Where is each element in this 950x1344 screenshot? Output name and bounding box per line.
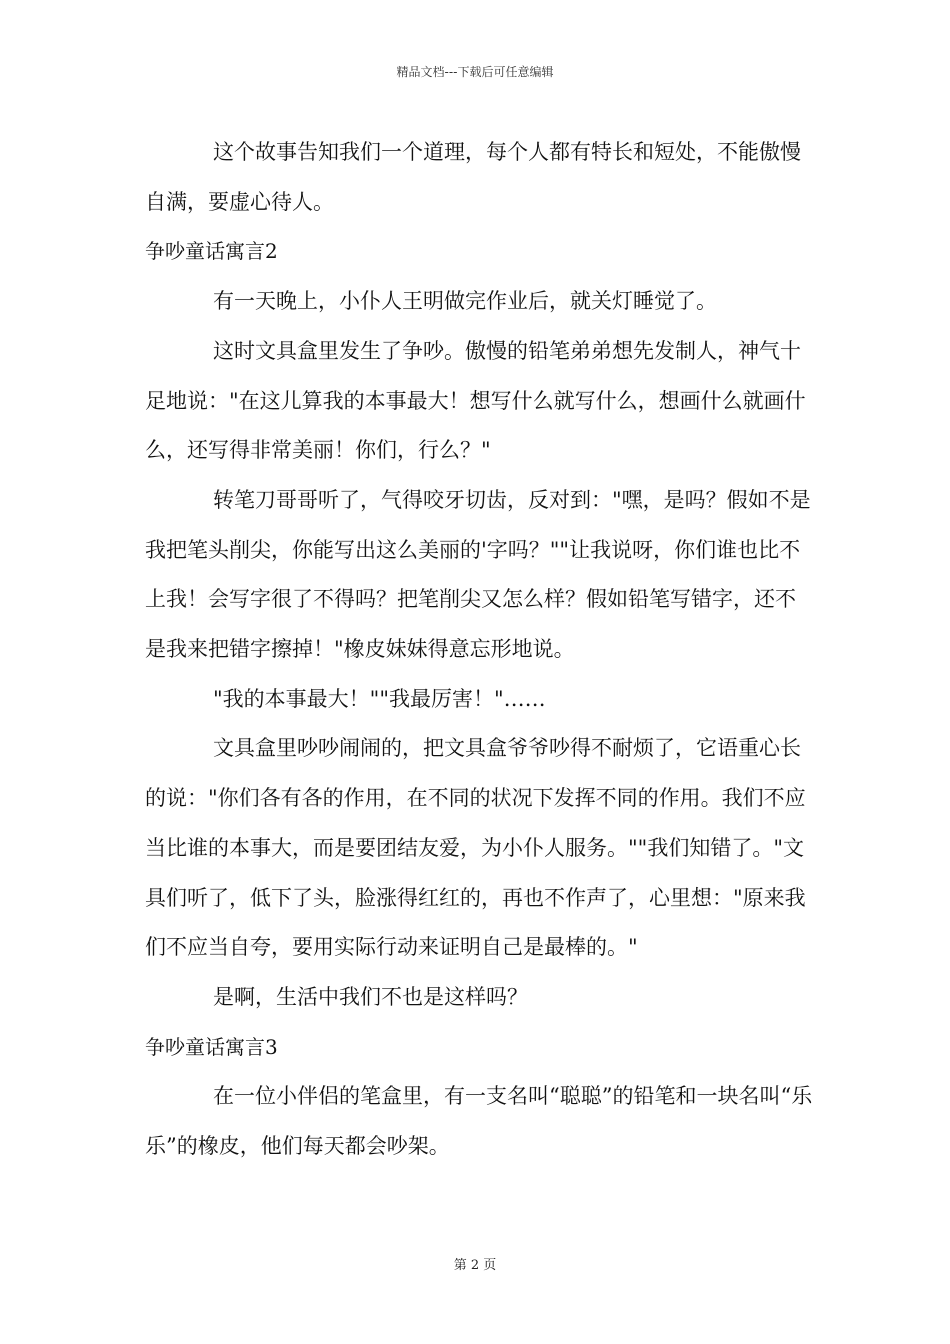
- section-heading: 争吵童话寓言3: [145, 1034, 278, 1059]
- paragraph: 这个故事告知我们一个道理，每个人都有特长和短处，不能傲慢自满，要虚心待人。: [145, 140, 801, 214]
- paragraph: 有一天晚上，小仆人王明做完作业后，就关灯睡觉了。: [213, 289, 717, 314]
- paragraph: 在一位小伴侣的笔盒里，有一支名叫“聪聪”的铅笔和一块名叫“乐乐”的橡皮，他们每天都会吵架。: [145, 1084, 813, 1159]
- page-number: 第 2 页: [453, 1258, 497, 1273]
- page-header: 精品文档---下载后可任意编辑: [396, 65, 554, 79]
- document-body: [145, 128, 815, 1172]
- section-heading: 争吵童话寓言2: [145, 239, 278, 264]
- paragraph: 是啊，生活中我们不也是这样吗？: [213, 984, 528, 1009]
- paragraph: "我的本事最大！""我最厉害！"……: [213, 686, 546, 711]
- paragraph: 这时文具盒里发生了争吵。傲慢的铅笔弟弟想先发制人，神气十足地说："在这儿算我的本事最大！想写什么就写什么，想画什么就画什么，还写得非常美丽！你们，行么？": [145, 338, 806, 463]
- paragraph: 文具盒里吵吵闹闹的，把文具盒爷爷吵得不耐烦了，它语重心长的说："你们各有各的作用，在不同的状况下发挥不同的作用。我们不应当比谁的本事大，而是要团结友爱，为小仆人服务。""我们知错了。"文具们听了，低下了头，脸涨得红红的，再也不作声了，心里想："原来我们不应当自夸，要用实际行动来证明自己是最棒的。": [145, 736, 806, 960]
- paragraph: 转笔刀哥哥听了，气得咬牙切齿，反对到："嘿，是吗？假如不是我把笔头削尖，你能写出这么美丽的'字吗？""让我说呀，你们谁也比不上我！会写字很了不得吗？把笔削尖又怎么样？假如铅笔写错字，还不是我来把错字擦掉！"橡皮妹妹得意忘形地说。: [145, 487, 811, 662]
